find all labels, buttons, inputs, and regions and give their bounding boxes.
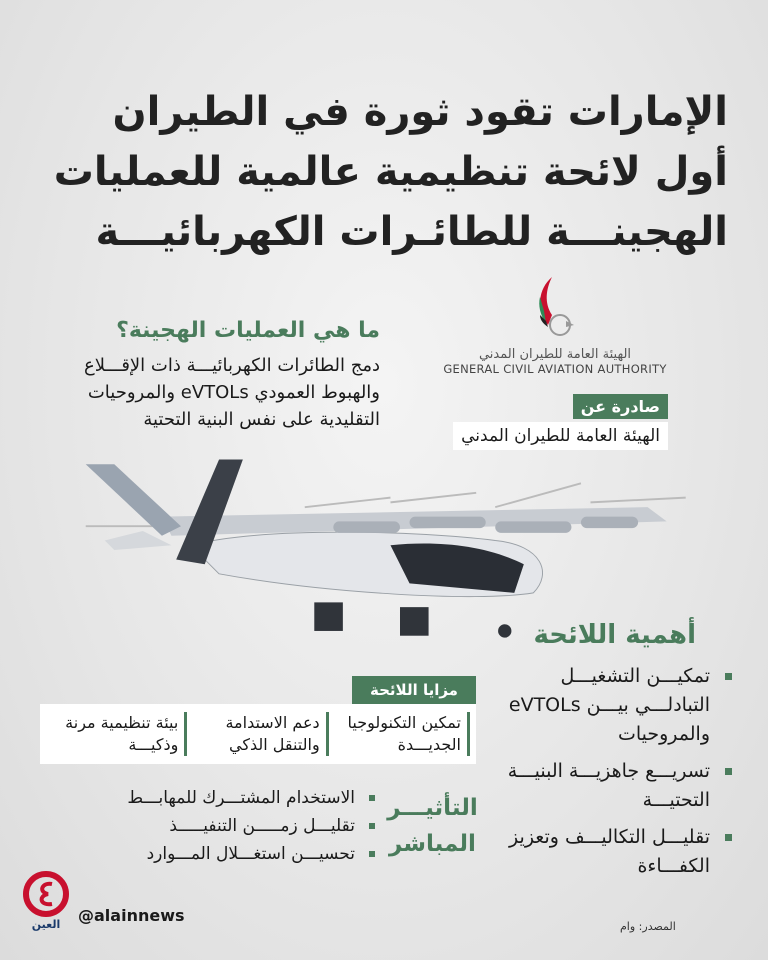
headline-line-1: الإمارات تقود ثورة في الطيران: [112, 89, 728, 135]
source-credit: المصدر: وام: [620, 920, 676, 933]
importance-item: تسريـــع جاهزيـــة البنيـــة التحتيـــة: [492, 757, 732, 815]
importance-title: أهمية اللائحة: [533, 620, 696, 650]
advantages-box: [40, 704, 476, 764]
headline-line-2: أول لائحة تنظيمية عالمية للعمليات: [53, 149, 728, 195]
issued-label: صادرة عن: [573, 394, 668, 419]
impact-item: الاستخدام المشتـــرك للمهابـــط: [20, 784, 375, 812]
social-handle: @alainnews: [78, 906, 185, 925]
advantages-title: مزايا اللائحة: [352, 676, 476, 704]
impact-item: تقليـــل زمـــــن التنفيـــــذ: [20, 812, 375, 840]
importance-list: [492, 662, 732, 889]
advantage-item: دعم الاستدامة والتنقل الذكي: [195, 712, 328, 756]
headline-line-3: الهجينـــة للطائـرات الكهربائيـــة: [95, 209, 728, 255]
alain-logo: [22, 870, 70, 934]
headline: [18, 82, 728, 262]
gcaa-logo: [440, 275, 670, 376]
authority-name-ar: الهيئة العامة للطيران المدني: [478, 347, 632, 362]
impact-item: تحسيـــن استغـــلال المـــوارد: [20, 840, 375, 868]
importance-item: تمكيـــن التشغيـــل التبادلـــي بيـــن eVTOLs والمروحيات: [492, 662, 732, 749]
brand-name: العين: [31, 918, 61, 931]
question-body: دمج الطائرات الكهربائيـــة ذات الإقـــلاع والهبوط العمودي eVTOLs والمروحيات التقليدية على نفس البنية التحتية: [84, 355, 380, 430]
falcon-icon: [530, 275, 580, 343]
advantage-item: تمكين التكنولوجيا الجديـــدة: [337, 712, 470, 756]
question-title: ما هي العمليات الهجينة؟: [116, 318, 380, 343]
authority-name-en: GENERAL CIVIL AVIATION AUTHORITY: [443, 362, 667, 376]
issued-value: الهيئة العامة للطيران المدني: [453, 422, 668, 450]
impact-title: التأثيـــر المباشر: [387, 795, 478, 857]
advantage-item: بيئة تنظيمية مرنة وذكيـــة: [54, 712, 187, 756]
impact-list: [20, 784, 375, 868]
importance-item: تقليـــل التكاليـــف وتعزيز الكفـــاءة: [492, 823, 732, 881]
